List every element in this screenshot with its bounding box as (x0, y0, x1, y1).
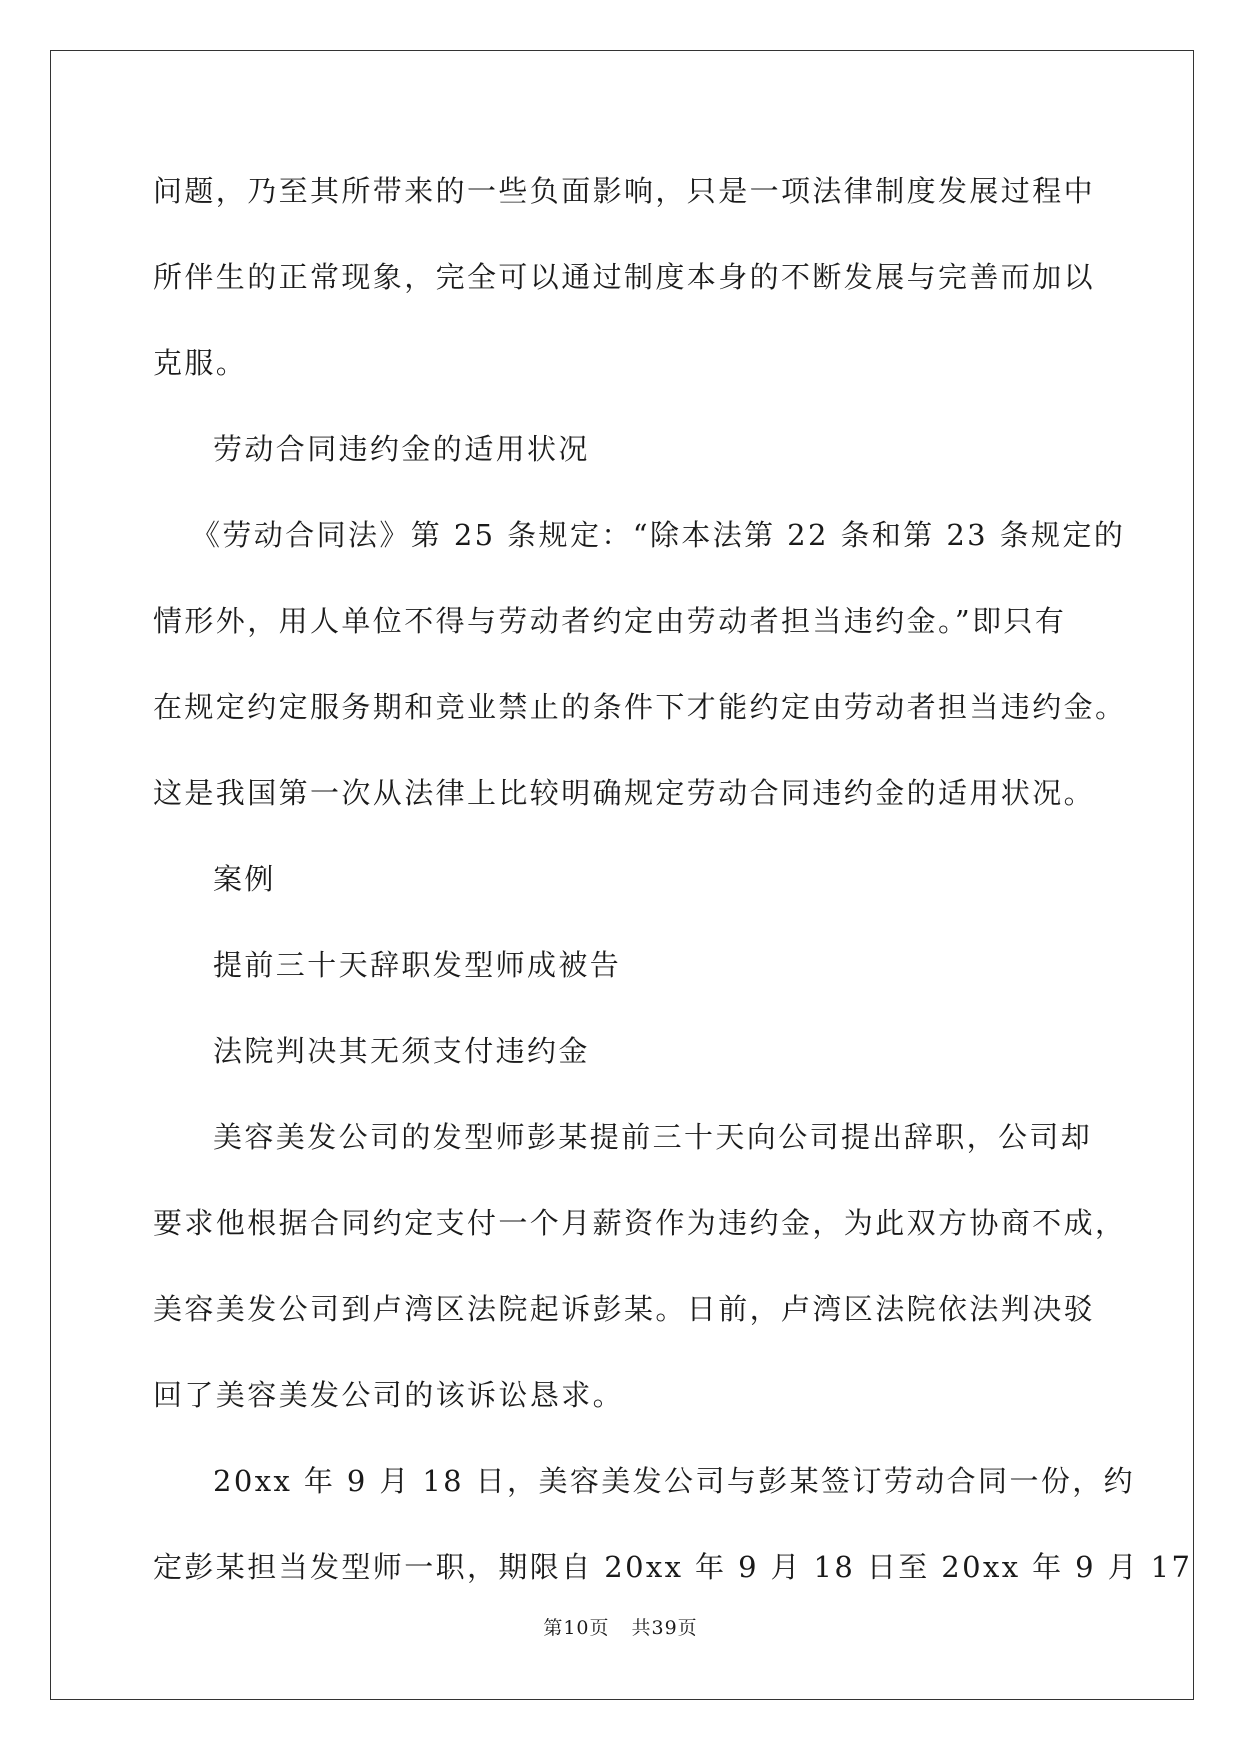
text-line-2: 所伴生的正常现象，完全可以通过制度本身的不断发展与完善而加以 (153, 260, 1096, 294)
text-line-8: 这是我国第一次从法律上比较明确规定劳动合同违约金的适用状况。 (153, 776, 1096, 810)
text-line-12: 美容美发公司的发型师彭某提前三十天向公司提出辞职，公司却 (213, 1120, 1093, 1154)
case-title: 提前三十天辞职发型师成被告 (213, 948, 622, 982)
case-heading: 案例 (213, 862, 276, 896)
text-line-3: 克服。 (153, 346, 248, 380)
case-subtitle: 法院判决其无须支付违约金 (213, 1034, 590, 1068)
text-line-17: 定彭某担当发型师一职，期限自 20xx 年 9 月 18 日至 20xx 年 9 月 17 (153, 1550, 1193, 1584)
page-footer (0, 1613, 1241, 1640)
total-pages: 共39页 (631, 1617, 698, 1639)
text-line-13: 要求他根据合同约定支付一个月薪资作为违约金，为此双方协商不成， (153, 1206, 1127, 1240)
text-line-1: 问题，乃至其所带来的一些负面影响，只是一项法律制度发展过程中 (153, 174, 1096, 208)
text-line-15: 回了美容美发公司的该诉讼恳求。 (153, 1378, 625, 1412)
text-line-6: 情形外，用人单位不得与劳动者约定由劳动者担当违约金。”即只有 (153, 604, 1067, 638)
text-line-14: 美容美发公司到卢湾区法院起诉彭某。日前，卢湾区法院依法判决驳 (153, 1292, 1096, 1326)
section-heading: 劳动合同违约金的适用状况 (213, 432, 590, 466)
text-line-7: 在规定约定服务期和竞业禁止的条件下才能约定由劳动者担当违约金。 (153, 690, 1127, 724)
document-body (153, 162, 1193, 1624)
current-page-number: 第10页 (543, 1617, 610, 1639)
text-line-16: 20xx 年 9 月 18 日，美容美发公司与彭某签订劳动合同一份，约 (213, 1464, 1136, 1498)
text-line-5: 《劳动合同法》第 25 条规定：“除本法第 22 条和第 23 条规定的 (191, 518, 1126, 552)
